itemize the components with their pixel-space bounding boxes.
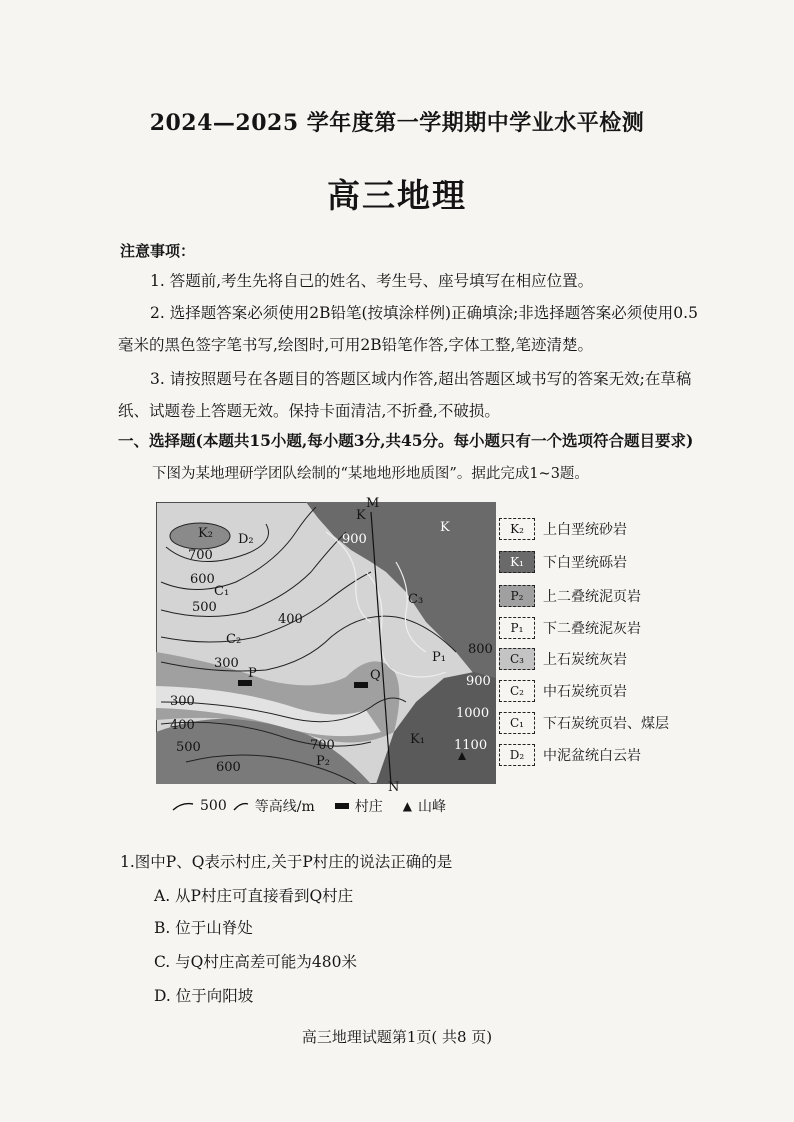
subject-title: 高三地理 bbox=[327, 176, 467, 215]
question-1-option-d: D. 位于向阳坡 bbox=[154, 987, 254, 1005]
legend-C3 bbox=[499, 648, 627, 670]
contour-600-b: 600 bbox=[216, 760, 241, 775]
village-legend-text: 村庄 bbox=[354, 799, 383, 815]
legend-K1-swatch: K₁ bbox=[499, 551, 535, 573]
notice-item-1: 1. 答题前,考生先将自己的姓名、考生号、座号填写在相应位置。 bbox=[150, 272, 594, 290]
section-intro: 下图为某地理研学团队绘制的“某地地形地质图”。据此完成1~3题。 bbox=[152, 466, 589, 482]
contour-900-b: 900 bbox=[466, 674, 491, 689]
notice-item-2: 2. 选择题答案必须使用2B铅笔(按填涂样例)正确填涂;非选择题答案必须使用0.5 bbox=[150, 304, 698, 322]
legend-D2-swatch: D₂ bbox=[499, 744, 535, 766]
map-label-C1: C₁ bbox=[214, 584, 230, 599]
map-label-K1-bottom: K₁ bbox=[410, 732, 425, 747]
legend-K1-text: 下白垩统砾岩 bbox=[543, 555, 627, 571]
map-label-K2-top: K bbox=[356, 508, 366, 523]
map-label-K2-left: K₂ bbox=[198, 526, 213, 541]
peak-legend-text: 山峰 bbox=[417, 799, 446, 815]
legend-P1-text: 下二叠统泥灰岩 bbox=[543, 621, 641, 637]
notice-item-2-cont: 毫米的黑色签字笔书写,绘图时,可用2B铅笔作答,字体工整,笔迹清楚。 bbox=[118, 336, 593, 354]
contour-300-b: 300 bbox=[170, 694, 195, 709]
notice-label: 注意事项： bbox=[120, 242, 196, 260]
map-label-K1-top: K bbox=[440, 520, 450, 535]
contour-legend-value: 500 bbox=[200, 798, 227, 814]
map-label-C2: C₂ bbox=[226, 632, 242, 647]
legend-K2-text: 上白垩统砂岩 bbox=[543, 522, 627, 538]
contour-1000: 1000 bbox=[456, 706, 490, 721]
legend-P1-swatch: P₁ bbox=[499, 617, 535, 639]
legend-D2-text: 中泥盆统白云岩 bbox=[543, 748, 641, 764]
map-bottom-legend bbox=[172, 796, 446, 816]
contour-500-b: 500 bbox=[176, 740, 201, 755]
village-icon bbox=[335, 803, 349, 809]
map-label-D2: D₂ bbox=[238, 532, 254, 547]
legend-P2-swatch: P₂ bbox=[499, 585, 535, 607]
contour-legend-text: 等高线/m bbox=[254, 799, 315, 815]
contour-300-a: 300 bbox=[214, 656, 239, 671]
legend-K2-swatch: K₂ bbox=[499, 518, 535, 540]
contour-400-b: 400 bbox=[170, 718, 195, 733]
notice-item-3: 3. 请按照题号在各题目的答题区域内作答,超出答题区域书写的答案无效;在草稿 bbox=[150, 370, 692, 388]
contour-600-a: 600 bbox=[190, 572, 215, 587]
legend-C1-swatch: C₁ bbox=[499, 712, 535, 734]
question-1-option-c: C. 与Q村庄高差可能为480米 bbox=[154, 953, 357, 971]
contour-line-icon bbox=[172, 800, 194, 812]
legend-C1 bbox=[499, 712, 669, 734]
peak-icon: ▲ bbox=[402, 799, 412, 813]
legend-C3-text: 上石炭统灰岩 bbox=[543, 652, 627, 668]
map-label-N: N bbox=[388, 780, 400, 795]
legend-K1 bbox=[499, 551, 627, 573]
legend-C3-swatch: C₃ bbox=[499, 648, 535, 670]
legend-P1 bbox=[499, 617, 641, 639]
contour-400-a: 400 bbox=[278, 612, 303, 627]
contour-800: 800 bbox=[468, 642, 493, 657]
section-title: 一、选择题(本题共15小题,每小题3分,共45分。每小题只有一个选项符合题目要求) bbox=[118, 431, 694, 450]
legend-P2 bbox=[499, 585, 641, 607]
legend-C2 bbox=[499, 680, 627, 702]
legend-C2-text: 中石炭统页岩 bbox=[543, 684, 627, 700]
question-1-option-a: A. 从P村庄可直接看到Q村庄 bbox=[154, 887, 354, 905]
map-label-P2: P₂ bbox=[316, 754, 330, 769]
question-1-stem: 1.图中P、Q表示村庄,关于P村庄的说法正确的是 bbox=[120, 853, 453, 871]
contour-900-a: 900 bbox=[342, 532, 367, 547]
contour-1100: 1100 bbox=[454, 738, 488, 753]
page-footer: 高三地理试题第1页( 共8 页) bbox=[301, 1028, 493, 1046]
contour-700-b: 700 bbox=[310, 738, 335, 753]
map-label-M: M bbox=[366, 496, 380, 511]
legend-C2-swatch: C₂ bbox=[499, 680, 535, 702]
map-label-C3: C₃ bbox=[408, 592, 424, 607]
legend-K2 bbox=[499, 518, 627, 540]
geologic-map bbox=[156, 496, 496, 795]
contour-700-a: 700 bbox=[188, 548, 213, 563]
exam-title: 2024—2025 学年度第一学期期中学业水平检测 bbox=[149, 110, 645, 136]
contour-500-a: 500 bbox=[192, 600, 217, 615]
legend-P2-text: 上二叠统泥页岩 bbox=[543, 589, 641, 605]
map-label-Q: Q bbox=[370, 668, 381, 683]
map-label-P1: P₁ bbox=[432, 650, 446, 665]
map-label-P: P bbox=[248, 666, 257, 681]
legend-C1-text: 下石炭统页岩、煤层 bbox=[543, 716, 669, 732]
contour-line-icon-2 bbox=[233, 800, 249, 812]
legend-D2 bbox=[499, 744, 641, 766]
notice-item-3-cont: 纸、试题卷上答题无效。保持卡面清洁,不折叠,不破损。 bbox=[118, 402, 500, 420]
question-1-option-b: B. 位于山脊处 bbox=[154, 919, 253, 937]
